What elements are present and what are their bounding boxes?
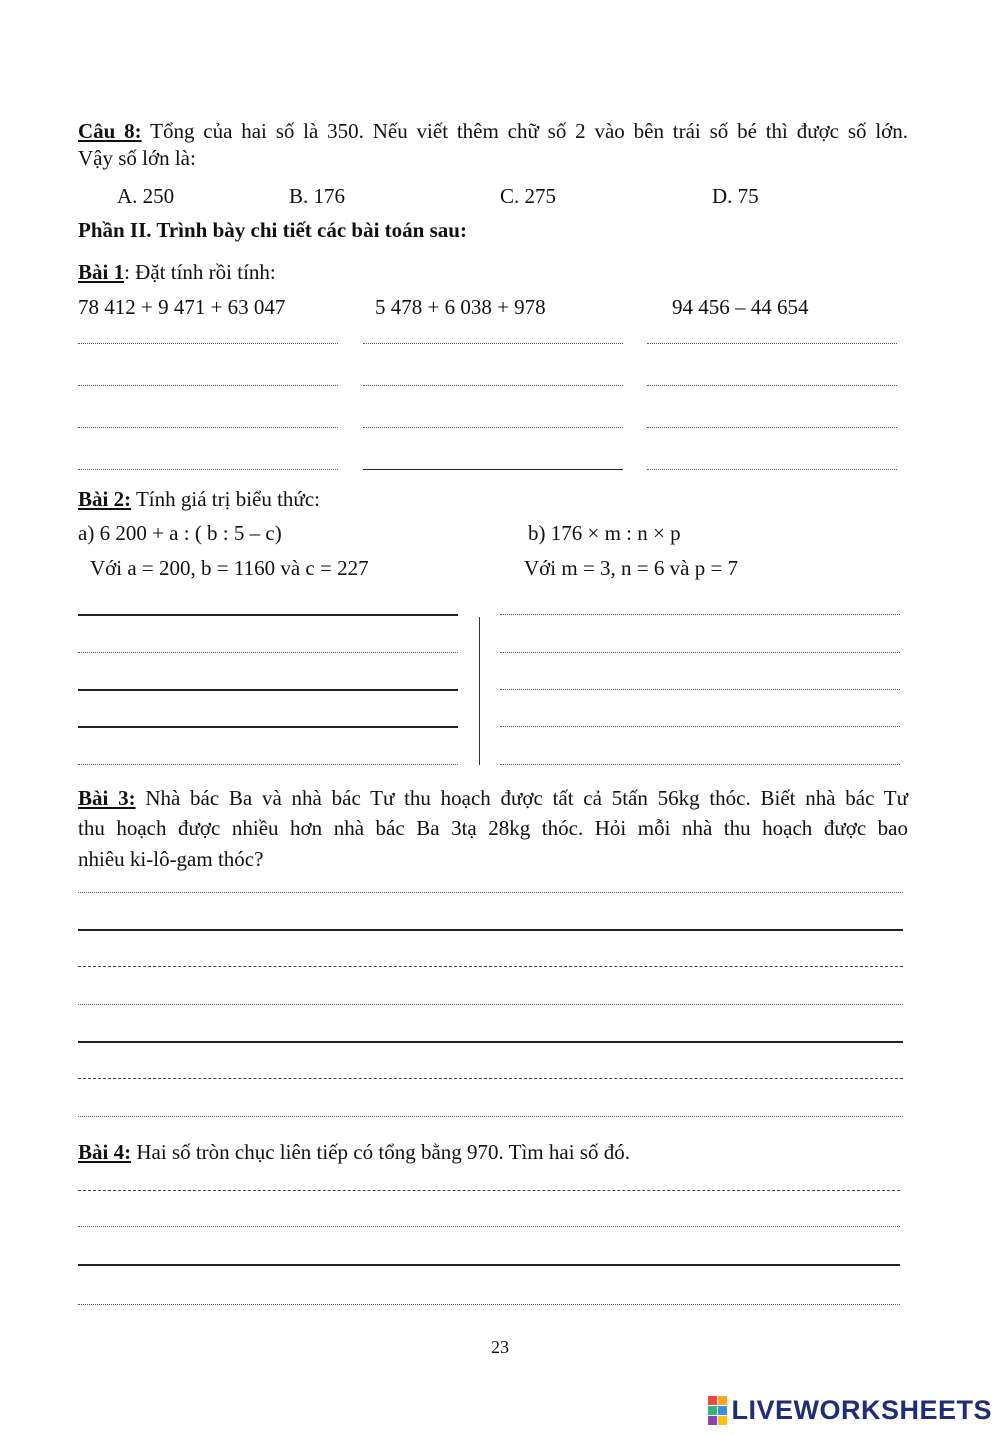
bai2-b-condition: Với m = 3, n = 6 và p = 7 <box>524 556 739 580</box>
bai3-question-line3: nhiêu ki-lô-gam thóc? <box>78 847 264 871</box>
cau8-question-line1 <box>78 118 908 144</box>
bai1-answer-line[interactable] <box>647 427 897 428</box>
bai4-answer-line[interactable] <box>78 1226 900 1227</box>
bai3-label: Bài 3: <box>78 786 136 810</box>
bai4-answer-line[interactable] <box>78 1304 900 1305</box>
bai3-question-line1 <box>78 785 908 811</box>
bai1-answer-line[interactable] <box>647 385 897 386</box>
bai3-question-line2: thu hoạch được nhiều hơn nhà bác Ba 3tạ 28kg thóc. Hỏi mỗi nhà thu hoạch được bao <box>78 816 908 840</box>
bai1-answer-line[interactable] <box>363 427 623 428</box>
bai1-answer-line[interactable] <box>363 343 623 344</box>
bai1-expr-1: 78 412 + 9 471 + 63 047 <box>78 295 286 319</box>
liveworksheets-logo <box>708 1395 992 1425</box>
bai3-answer-line[interactable] <box>78 966 903 967</box>
bai1-answer-line[interactable] <box>363 385 623 386</box>
bai2-a-answer-line[interactable] <box>78 614 458 616</box>
bai3-answer-line[interactable] <box>78 929 903 931</box>
bai2-b-answer-line[interactable] <box>500 652 900 653</box>
bai2-a-answer-line[interactable] <box>78 689 458 691</box>
bai3-text: Nhà bác Ba và nhà bác Tư thu hoạch được tất cả 5tấn 56kg thóc. Biết nhà bác Tư <box>135 786 908 810</box>
page-number: 23 <box>491 1337 509 1357</box>
bai1-expr-2: 5 478 + 6 038 + 978 <box>375 295 546 319</box>
bai2-a-answer-line[interactable] <box>78 652 458 653</box>
bai4-answer-line[interactable] <box>78 1190 900 1191</box>
bai1-answer-line[interactable] <box>78 469 338 470</box>
bai2-a-answer-line[interactable] <box>78 764 458 765</box>
bai1-answer-line[interactable] <box>78 385 338 386</box>
column-divider <box>479 617 480 765</box>
bai1-answer-line[interactable] <box>647 469 897 470</box>
bai2-heading <box>78 486 320 512</box>
bai2-b-answer-line[interactable] <box>500 726 900 727</box>
cau8-option-b[interactable]: B. 176 <box>289 184 346 208</box>
bai4-answer-line[interactable] <box>78 1264 900 1266</box>
bai2-b-expression: b) 176 × m : n × p <box>528 521 681 545</box>
bai2-a-condition: Với a = 200, b = 1160 và c = 227 <box>90 556 369 580</box>
cau8-option-d[interactable]: D. 75 <box>712 184 759 208</box>
bai2-text: Tính giá trị biểu thức: <box>131 487 320 511</box>
brand-name: LIVEWORKSHEETS <box>731 1394 992 1425</box>
bai3-answer-line[interactable] <box>78 892 903 893</box>
bai3-answer-line[interactable] <box>78 1116 903 1117</box>
bai1-label: Bài 1 <box>78 260 125 284</box>
cau8-question-line2: Vậy số lớn là: <box>78 146 196 170</box>
bai1-answer-line[interactable] <box>78 343 338 344</box>
bai1-answer-line[interactable] <box>647 343 897 344</box>
bai1-text: : Đặt tính rồi tính: <box>124 260 276 284</box>
liveworksheets-mark-icon <box>708 1396 727 1425</box>
bai3-answer-line[interactable] <box>78 1041 903 1043</box>
bai2-a-answer-line[interactable] <box>78 726 458 728</box>
bai4-question <box>78 1139 630 1165</box>
part2-title: Phần II. Trình bày chi tiết các bài toán sau: <box>78 218 467 242</box>
bai2-a-expression: a) 6 200 + a : ( b : 5 – c) <box>78 521 282 545</box>
bai2-label: Bài 2: <box>78 487 132 511</box>
bai4-text: Hai số tròn chục liên tiếp có tổng bằng 970. Tìm hai số đó. <box>131 1140 630 1164</box>
bai1-answer-line[interactable] <box>78 427 338 428</box>
cau8-text: Tổng của hai số là 350. Nếu viết thêm chữ số 2 vào bên trái số bé thì được số lớn. <box>141 119 909 143</box>
bai1-answer-line[interactable] <box>363 469 623 470</box>
bai4-label: Bài 4: <box>78 1140 132 1164</box>
cau8-label: Câu 8: <box>78 119 142 143</box>
bai1-expr-3: 94 456 – 44 654 <box>672 295 809 319</box>
bai2-b-answer-line[interactable] <box>500 614 900 615</box>
bai2-b-answer-line[interactable] <box>500 689 900 690</box>
bai3-answer-line[interactable] <box>78 1078 903 1079</box>
bai3-answer-line[interactable] <box>78 1004 903 1005</box>
cau8-option-a[interactable]: A. 250 <box>117 184 175 208</box>
bai1-heading <box>78 259 276 285</box>
bai2-b-answer-line[interactable] <box>500 764 900 765</box>
cau8-option-c[interactable]: C. 275 <box>500 184 557 208</box>
